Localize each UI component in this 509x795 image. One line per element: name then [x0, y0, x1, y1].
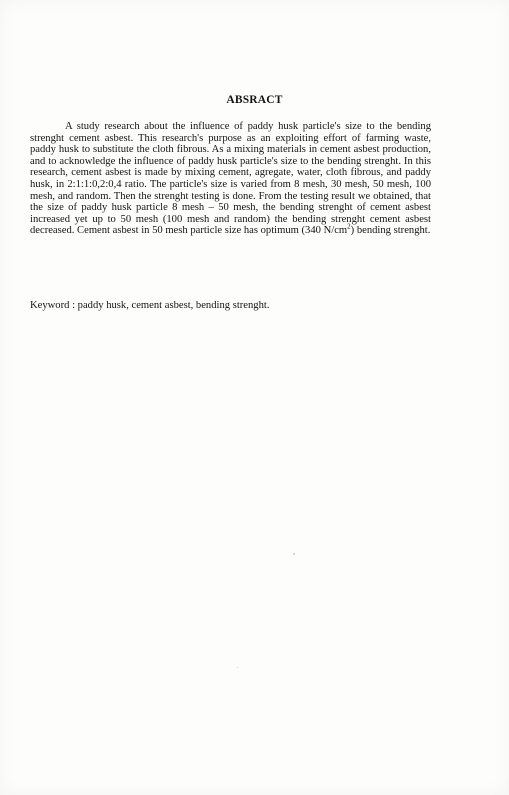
abstract-paragraph [30, 121, 431, 237]
scan-speck [293, 553, 295, 555]
abstract-text-end: ) bending strenght. [350, 225, 431, 237]
unit-exponent: 2 [347, 222, 351, 231]
scan-speck [237, 667, 238, 668]
abstract-text: A study research about the influence of paddy husk particle's size to the bending strenght cement asbest. This research's purpose as an exploiting effort of farming waste, paddy husk to substitute the cloth fibrous. As a mixing materials in cement asbest production, and to acknowledge the influence of paddy husk particle's size to the bending strenght. In this research, cement asbest is made by mixing cement, agregate, water, cloth fibrous, and paddy husk, in 2:1:1:0,2:0,4 ratio. The particle's size is varied from 8 mesh, 30 mesh, 50 mesh, 100 mesh, and random. Then the strenght testing is done. From the testing result we obtained, that the size of paddy husk particle 8 mesh – 50 mesh, the bending strenght of cement asbest increased yet up to 50 mesh (100 mesh and random) the bending strenght cement asbest decreased. Cement asbest in 50 mesh particle size has optimum (340 N/cm [30, 121, 431, 237]
keywords-line: Keyword : paddy husk, cement asbest, bending strenght. [30, 300, 270, 311]
abstract-title: ABSRACT [226, 94, 283, 106]
